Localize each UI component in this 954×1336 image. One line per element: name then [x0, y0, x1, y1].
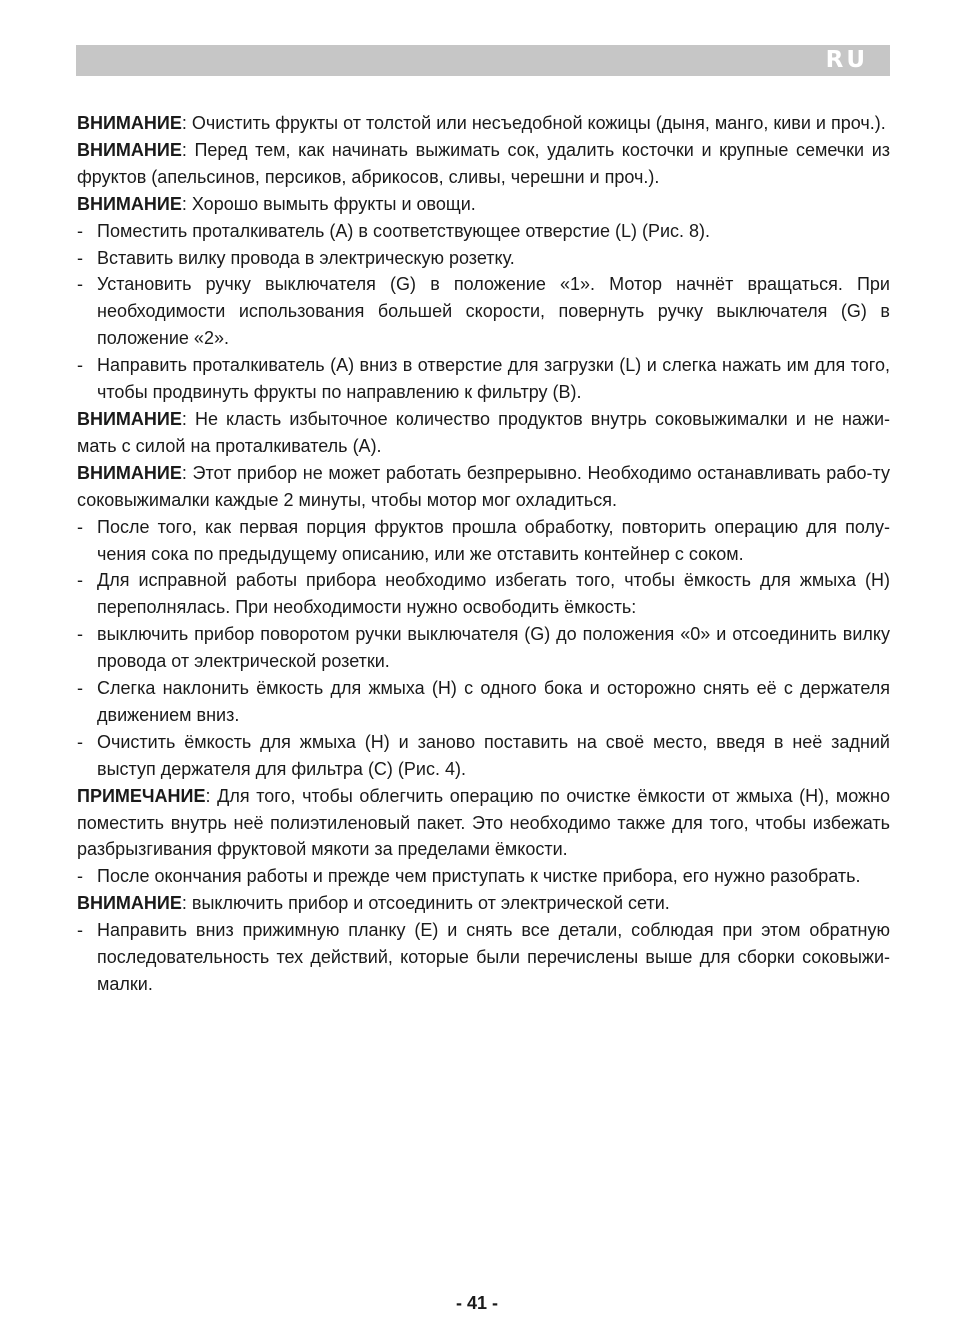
warning-label: ВНИМАНИЕ: [77, 113, 182, 133]
warning-paragraph: [77, 191, 890, 218]
warning-paragraph: [77, 460, 890, 514]
list-item: [77, 675, 890, 729]
list-dash: -: [77, 731, 83, 752]
list-dash: -: [77, 920, 83, 941]
warning-text: : выключить прибор и отсоединить от электрической сети.: [181, 893, 670, 914]
list-item-text: После окончания работы и прежде чем приступать к чистке прибора, его нужно разобрать.: [97, 866, 861, 887]
warning-paragraph: [77, 406, 890, 460]
note-label: ПРИМЕЧАНИЕ: [77, 785, 206, 806]
warning-paragraph: [77, 890, 890, 917]
page-number: - 41 -: [455, 1293, 498, 1313]
warning-label: ВНИМАНИЕ: [77, 893, 182, 914]
list-item-text: Направить проталкиватель (A) вниз в отверстие для загрузки (L) и слегка нажать им для того, чтобы продвинуть фрукты по направлению к фильтру (B).: [97, 355, 890, 403]
list-dash: -: [77, 355, 83, 376]
warning-label: ВНИМАНИЕ: [77, 193, 182, 214]
language-code: RU: [825, 47, 868, 73]
list-item: [77, 218, 890, 245]
list-item-text: Слегка наклонить ёмкость для жмыха (H) с одного бока и осторожно снять её с держателя движением вниз.: [97, 678, 890, 725]
note-paragraph: [77, 783, 890, 864]
list-dash: -: [77, 220, 83, 241]
list-item-text: Вставить вилку провода в электрическую розетку.: [97, 247, 515, 268]
list-item: [77, 621, 890, 675]
page-content: [77, 110, 890, 998]
warning-paragraph: [77, 110, 890, 137]
warning-text: : Не класть избыточное количество продуктов внутрь соковыжималки и не нажи-мать с силой на проталкиватель (A).: [77, 408, 890, 456]
list-dash: -: [77, 624, 83, 645]
list-item-text: выключить прибор поворотом ручки выключателя (G) до положения «0» и отсоединить вилку провода от электрической розетки.: [97, 624, 890, 672]
list-item-text: После того, как первая порция фруктов прошла обработку, повторить операцию для полу-чения сока по предыдущему описанию, или же отставить контейнер с соком.: [97, 516, 890, 564]
warning-label: ВНИМАНИЕ: [77, 462, 182, 483]
list-item: [77, 352, 890, 406]
list-item: [77, 271, 890, 352]
warning-label: ВНИМАНИЕ: [77, 408, 182, 429]
warning-paragraph: [77, 137, 890, 191]
list-item: [77, 863, 890, 890]
list-item-text: Установить ручку выключателя (G) в положение «1». Мотор начнёт вращаться. При необходимости использования большей скорости, повернуть ручку выключателя (G) в положение «2».: [97, 274, 890, 349]
list-dash: -: [77, 570, 83, 591]
list-dash: -: [77, 274, 83, 295]
list-item: [77, 729, 890, 783]
warning-text: : Этот прибор не может работать безпрерывно. Необходимо останавливать рабо-ту соковыжималки каждые 2 минуты, чтобы мотор мог охладиться.: [77, 462, 890, 510]
list-dash: -: [77, 866, 83, 887]
list-item-text: Для исправной работы прибора необходимо избегать того, чтобы ёмкость для жмыха (H) переполнялась. При необходимости нужно освободить ёмкость:: [97, 570, 890, 618]
note-text: : Для того, чтобы облегчить операцию по очистке ёмкости от жмыха (H), можно поместить внутрь неё полиэтиленовый пакет. Это необходимо также для того, чтобы избежать разбрызгивания фруктовой мякоти за пределами ёмкости.: [77, 785, 890, 860]
list-dash: -: [77, 678, 83, 699]
warning-text: : Перед тем, как начинать выжимать сок, удалить косточки и крупные семечки из фруктов (апельсинов, персиков, абрикосов, сливы, черешни и проч.).: [77, 139, 890, 187]
list-item-text: Поместить проталкиватель (A) в соответствующее отверстие (L) (Рис. 8).: [97, 220, 711, 241]
list-dash: -: [77, 516, 83, 537]
list-item: [77, 245, 890, 272]
list-item: [77, 567, 890, 621]
warning-label: ВНИМАНИЕ: [77, 139, 182, 160]
header-bar: [76, 45, 890, 76]
list-dash: -: [77, 247, 83, 268]
list-item-text: Направить вниз прижимную планку (E) и снять все детали, соблюдая при этом обратную последовательность тех действий, которые были перечислены выше для сборки соковыжи-малки.: [97, 920, 890, 994]
list-item: [77, 917, 890, 998]
warning-text: : Очистить фрукты от толстой или несъедобной кожицы (дыня, манго, киви и проч.).: [181, 113, 886, 133]
list-item: [77, 514, 890, 568]
warning-text: : Хорошо вымыть фрукты и овощи.: [181, 193, 476, 214]
list-item-text: Очистить ёмкость для жмыха (H) и заново поставить на своё место, введя в неё задний выступ держателя для фильтра (C) (Рис. 4).: [97, 731, 890, 779]
